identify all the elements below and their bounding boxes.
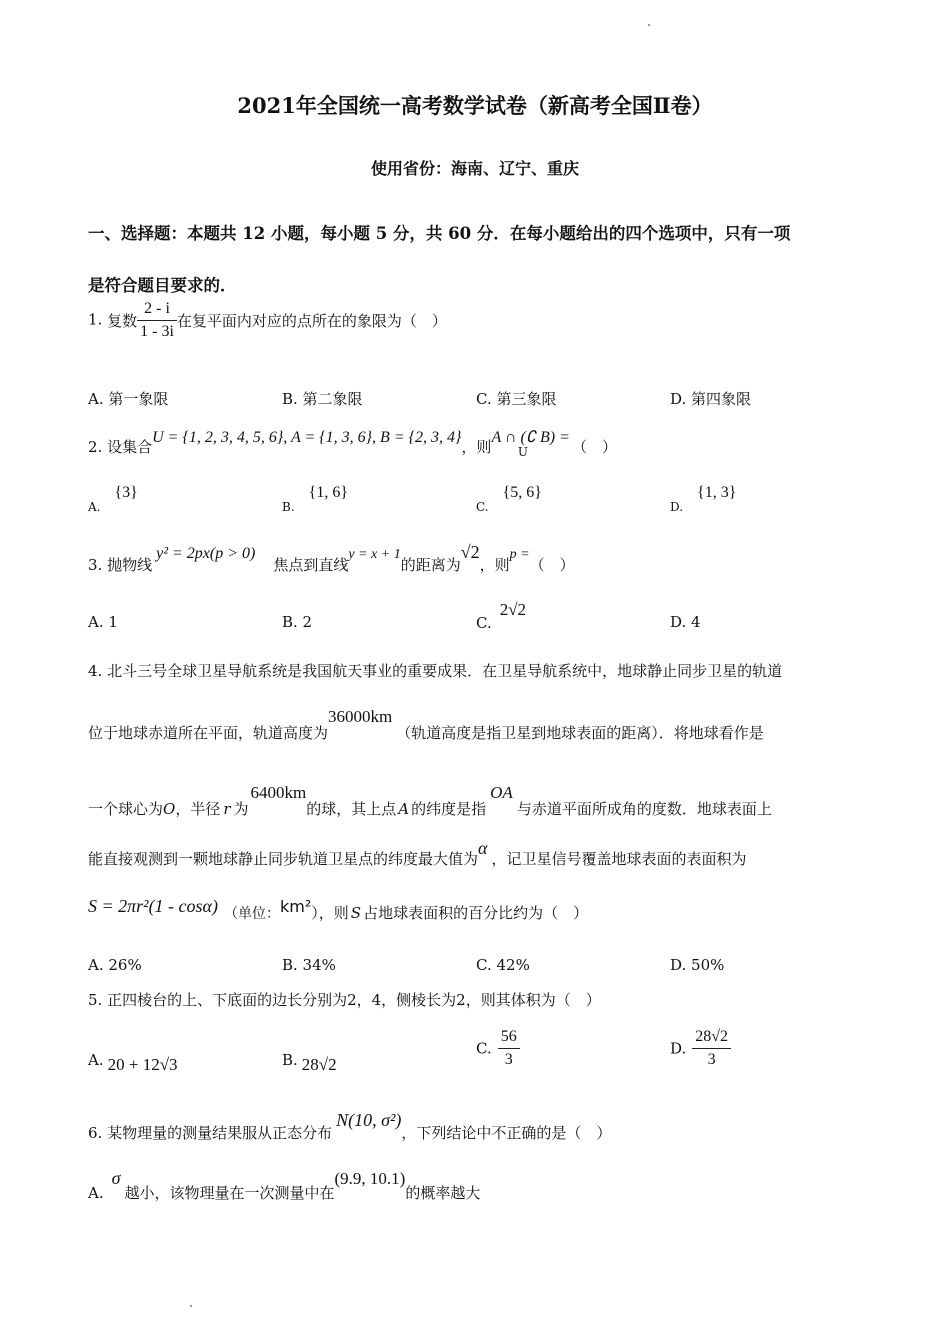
set-expression: A ∩ (∁ B) = bbox=[491, 429, 570, 446]
section-heading-line1: 一、选择题：本题共 12 小题，每小题 5 分，共 60 分．在每小题给出的四个选项中，只有一项 bbox=[88, 224, 791, 243]
question-number: 5. bbox=[88, 991, 108, 1009]
q4-option-c: C. 42% bbox=[476, 956, 530, 974]
question-6 bbox=[88, 1110, 612, 1142]
option-label: D. bbox=[670, 1039, 687, 1058]
sigma-symbol: σ bbox=[111, 1168, 121, 1188]
option-value: 28√2 bbox=[301, 1055, 337, 1074]
question-text: ，下列结论中不正确的是（ ） bbox=[401, 1124, 612, 1142]
question-text: 设集合 bbox=[107, 438, 153, 456]
variable-s: S bbox=[350, 904, 362, 922]
question-4-line1 bbox=[88, 660, 782, 681]
question-text: ），则 bbox=[311, 904, 349, 922]
q2-option-a bbox=[88, 482, 138, 514]
option-value: 20 + 12√3 bbox=[107, 1055, 178, 1074]
question-text: 北斗三号全球卫星导航系统是我国航天事业的重要成果．在卫星导航系统中，地球静止同步卫星的轨道 bbox=[107, 662, 783, 680]
distance-value: √2 bbox=[460, 542, 480, 562]
question-text: 占地球表面积的百分比约为（ ） bbox=[363, 904, 589, 922]
question-1 bbox=[88, 300, 447, 341]
segment-oa: OA bbox=[490, 783, 513, 802]
question-text: 一个球心为 bbox=[88, 800, 164, 818]
question-text: ，则 bbox=[479, 556, 510, 574]
page-subtitle: 使用省份：海南、辽宁、重庆 bbox=[370, 159, 579, 178]
question-text: 为 bbox=[233, 800, 249, 818]
question-text: ，记卫星信号覆盖地球表面的表面积为 bbox=[491, 850, 747, 868]
option-text: 越小，该物理量在一次测量中在 bbox=[124, 1184, 335, 1202]
question-4-line4 bbox=[88, 838, 747, 868]
question-text: 焦点到直线 bbox=[273, 556, 349, 574]
bottom-dot bbox=[190, 1305, 192, 1307]
option-label: C. bbox=[476, 614, 492, 632]
option-label: D. bbox=[670, 500, 684, 514]
question-text: 在复平面内对应的点所在的象限为（ ） bbox=[176, 312, 447, 330]
question-number: 1. bbox=[88, 310, 108, 329]
question-text: ，半径 bbox=[175, 800, 221, 818]
area-formula: S = 2πr²(1 - cosα) bbox=[88, 896, 218, 916]
question-text: 的球，其上点 bbox=[306, 800, 397, 818]
question-5 bbox=[88, 989, 601, 1010]
question-text: 复数 bbox=[107, 312, 138, 330]
earth-radius: 6400km bbox=[250, 783, 307, 802]
fraction bbox=[498, 1028, 520, 1069]
q1-option-d: D. 第四象限 bbox=[670, 390, 752, 408]
q4-option-d: D. 50% bbox=[670, 956, 725, 974]
q5-option-a bbox=[88, 1050, 178, 1074]
fraction-denominator: 1 - 3i bbox=[140, 323, 174, 340]
area-unit: km² bbox=[280, 897, 312, 916]
option-value: {1, 3} bbox=[697, 484, 737, 501]
set-definitions: U = {1, 2, 3, 4, 5, 6}, A = {1, 3, 6}, B = {2, 3, 4} bbox=[152, 429, 462, 446]
option-label: B. bbox=[282, 500, 295, 514]
option-value: {1, 6} bbox=[308, 484, 348, 501]
top-dot bbox=[648, 24, 650, 26]
alpha-symbol: α bbox=[478, 838, 488, 858]
option-label: C. bbox=[476, 1039, 492, 1058]
option-label: C. bbox=[476, 500, 489, 514]
question-text: 某物理量的测量结果服从正态分布 bbox=[107, 1124, 333, 1142]
question-3 bbox=[88, 542, 575, 574]
fraction-numerator: 2 - i bbox=[137, 300, 177, 321]
fraction-denominator: 3 bbox=[707, 1051, 716, 1068]
fraction bbox=[137, 300, 177, 341]
q3-option-d: D. 4 bbox=[670, 613, 701, 631]
option-label: A. bbox=[88, 500, 101, 514]
q2-option-d bbox=[670, 482, 737, 514]
fraction-denominator: 3 bbox=[504, 1051, 513, 1068]
question-4-line5 bbox=[88, 896, 589, 922]
q5-option-d bbox=[670, 1028, 731, 1069]
option-value: {3} bbox=[114, 484, 138, 501]
question-text: 的纬度是指 bbox=[411, 800, 487, 818]
question-number: 2. bbox=[88, 438, 108, 456]
option-label: A. bbox=[88, 1051, 104, 1069]
q4-option-b: B. 34% bbox=[282, 956, 336, 974]
q5-option-b bbox=[282, 1050, 337, 1074]
q3-option-a: A. 1 bbox=[88, 613, 118, 631]
question-text: 抛物线 bbox=[107, 556, 153, 574]
option-label: A. bbox=[88, 1184, 104, 1202]
question-text: ，则 bbox=[461, 438, 492, 456]
q3-option-c bbox=[476, 600, 527, 632]
variable-a: A bbox=[398, 800, 410, 818]
section-heading-line2: 是符合题目要求的． bbox=[88, 276, 237, 295]
question-4-line2 bbox=[88, 706, 764, 742]
variable-o: O bbox=[163, 800, 176, 818]
question-text: （单位： bbox=[224, 906, 280, 922]
question-text: 的距离为 bbox=[400, 556, 461, 574]
question-text: 能直接观测到一颗地球静止同步轨道卫星点的纬度最大值为 bbox=[88, 850, 479, 868]
orbit-height: 36000km bbox=[328, 707, 393, 726]
q1-option-a: A. 第一象限 bbox=[88, 390, 169, 408]
normal-distribution: N(10, σ²) bbox=[336, 1110, 402, 1130]
option-value: {5, 6} bbox=[502, 484, 542, 501]
question-text: （轨道高度是指卫星到地球表面的距离）．将地球看作是 bbox=[396, 724, 764, 742]
option-value: 2√2 bbox=[499, 600, 527, 619]
fraction-numerator: 56 bbox=[498, 1028, 520, 1049]
interval: (9.9, 10.1) bbox=[334, 1169, 406, 1188]
question-text: （ ） bbox=[572, 438, 618, 456]
question-text: 位于地球赤道所在平面，轨道高度为 bbox=[88, 724, 329, 742]
question-text: （ ） bbox=[529, 556, 575, 574]
question-text: 正四棱台的上、下底面的边长分别为2，4，侧棱长为2，则其体积为（ ） bbox=[107, 991, 601, 1009]
q2-option-c bbox=[476, 482, 542, 514]
question-text: 与赤道平面所成角的度数．地球表面上 bbox=[516, 800, 772, 818]
complement-subscript: U bbox=[517, 445, 529, 459]
q3-option-b: B. 2 bbox=[282, 613, 313, 631]
fraction-numerator: 28√2 bbox=[692, 1028, 731, 1049]
q6-option-a bbox=[88, 1168, 481, 1202]
variable-r: r bbox=[223, 800, 231, 818]
q4-option-a: A. 26% bbox=[88, 956, 142, 974]
fraction bbox=[692, 1028, 731, 1069]
option-text: 的概率越大 bbox=[405, 1184, 481, 1202]
q2-option-b bbox=[282, 482, 348, 514]
option-label: B. bbox=[282, 1051, 298, 1069]
question-4-line3 bbox=[88, 782, 772, 818]
question-2 bbox=[88, 426, 618, 459]
q1-option-c: C. 第三象限 bbox=[476, 390, 557, 408]
parabola-equation: y² = 2px(p > 0) bbox=[156, 545, 256, 562]
page-title: 2021年全国统一高考数学试卷（新高考全国Ⅱ卷） bbox=[237, 93, 713, 118]
q1-option-b: B. 第二象限 bbox=[282, 390, 363, 408]
question-number: 4. bbox=[88, 662, 108, 680]
q5-option-c bbox=[476, 1028, 520, 1069]
p-expression: p = bbox=[509, 547, 530, 562]
question-number: 6. bbox=[88, 1124, 108, 1142]
question-number: 3. bbox=[88, 556, 108, 574]
line-equation: y = x + 1 bbox=[348, 547, 401, 562]
